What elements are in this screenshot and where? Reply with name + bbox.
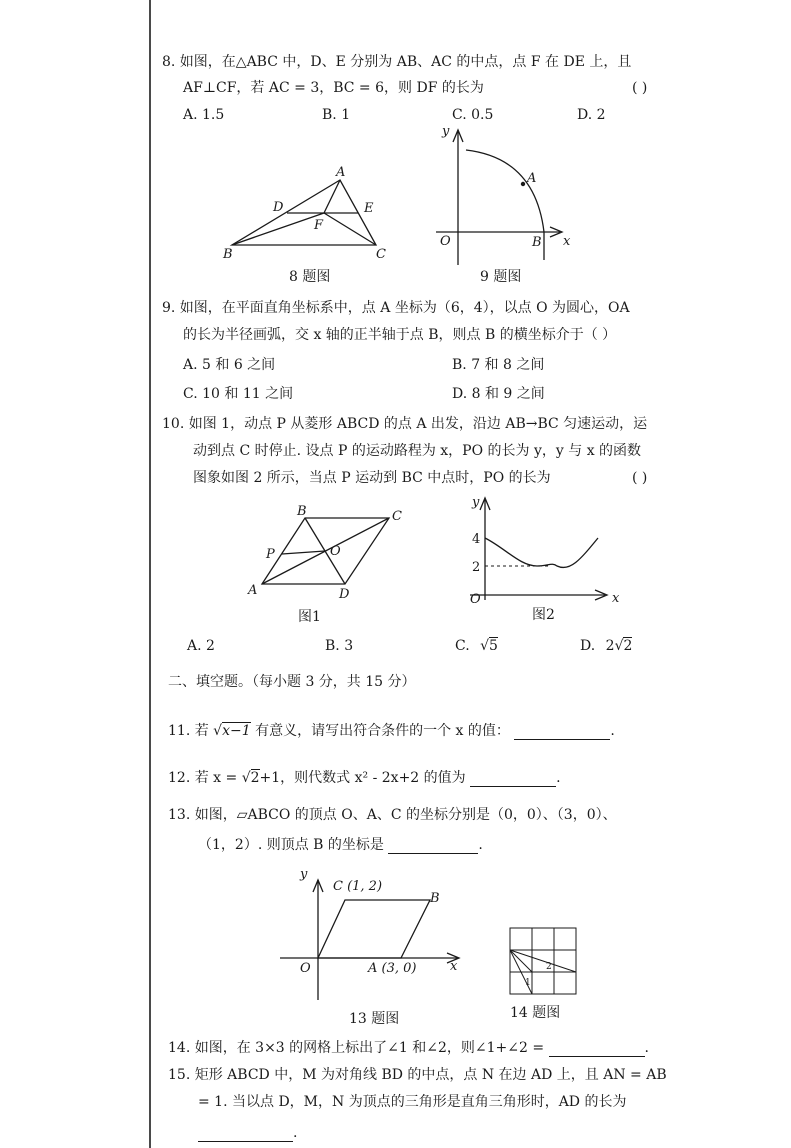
q12-line <box>168 769 561 787</box>
q8-line2: AF⊥CF，若 AC = 3，BC = 6，则 DF 的长为 <box>183 80 484 96</box>
sqrt-icon: √ <box>614 638 624 654</box>
q9-option-a[interactable]: A. 5 和 6 之间 <box>183 357 276 373</box>
q8-option-c[interactable]: C. 0.5 <box>452 107 494 123</box>
q10-option-d-coef: 2 <box>605 638 615 654</box>
q10-option-d-radicand: 2 <box>623 638 633 654</box>
q10-option-d-label: D. <box>580 638 596 654</box>
q9-option-d[interactable]: D. 8 和 9 之间 <box>452 386 545 402</box>
q9-line2: 的长为半径画弧，交 x 轴的正半轴于点 B，则点 B 的横坐标介于（ ） <box>183 327 617 343</box>
section2-heading: 二、填空题。（每小题 3 分，共 15 分） <box>168 674 416 690</box>
sqrt-icon: √ <box>480 638 490 654</box>
q10-fig2-caption: 图2 <box>532 607 555 623</box>
q14-angle2-label: 2 <box>546 962 552 972</box>
q15-line3 <box>198 1124 297 1142</box>
q14-angle1-label: 1 <box>525 978 531 988</box>
q10-fig2-axis-y: y <box>472 495 480 510</box>
q10-line1: 10. 如图 1，动点 P 从菱形 ABCD 的点 A 出发，沿边 AB→BC 匀速运动，运 <box>162 416 648 432</box>
q15-end: . <box>293 1125 298 1141</box>
q14-figure-caption: 14 题图 <box>510 1005 561 1021</box>
q13-figure-caption: 13 题图 <box>349 1011 400 1027</box>
q10-option-a[interactable]: A. 2 <box>187 638 215 654</box>
q10-fig2-axis-x: x <box>612 591 620 606</box>
q8-figure-caption: 8 题图 <box>289 269 331 285</box>
q8-line1: 8. 如图，在△ABC 中，D、E 分别为 AB、AC 的中点，点 F 在 DE 上，且 <box>162 54 632 70</box>
q11-pre: 11. 若 <box>168 723 209 739</box>
q13-line1: 13. 如图，▱ABCO 的顶点 O、A、C 的坐标分别是（0，0）、（3，0）、 <box>168 807 617 823</box>
q13-end: . <box>478 837 483 853</box>
q9-point-b: B <box>532 235 542 250</box>
q13-axis-x-label: x <box>450 959 458 974</box>
q14-line <box>168 1039 649 1057</box>
q8-point-b: B <box>223 247 233 262</box>
q15-answer-blank[interactable] <box>198 1126 293 1142</box>
q12-mid: +1，则代数式 x² - 2x+2 的值为 <box>259 770 466 786</box>
q8-answer-paren: ( ) <box>632 80 648 96</box>
q9-option-b[interactable]: B. 7 和 8 之间 <box>452 357 545 373</box>
q13-point-a-label: A (3, 0) <box>368 961 417 976</box>
q11-post: 有意义，请写出符合条件的一个 x 的值： <box>255 723 510 739</box>
q8-point-e: E <box>364 201 374 216</box>
q8-option-b[interactable]: B. 1 <box>322 107 351 123</box>
q11-radicand: x−1 <box>222 723 251 739</box>
q11-line <box>168 722 615 740</box>
q13-line2-wrap <box>198 836 483 854</box>
q13-line2: （1，2）. 则顶点 B 的坐标是 <box>198 837 384 853</box>
q10-fig2-origin: O <box>470 592 481 607</box>
q8-point-c: C <box>376 247 386 262</box>
q11-answer-blank[interactable] <box>514 724 610 740</box>
q15-line1: 15. 矩形 ABCD 中，M 为对角线 BD 的中点，点 N 在边 AD 上，且 AN = AB <box>168 1067 667 1083</box>
sqrt-icon: √ <box>241 770 251 786</box>
q10-option-c-label: C. <box>455 638 470 654</box>
q10-line3: 图象如图 2 所示，当点 P 运动到 BC 中点时，PO 的长为 <box>193 470 551 486</box>
q13-axis-y-label: y <box>300 867 308 882</box>
q8-point-f: F <box>314 218 324 233</box>
q10-fig1-point-a: A <box>248 583 258 598</box>
q10-answer-paren: ( ) <box>632 470 648 486</box>
q9-point-a: A <box>527 171 537 186</box>
q10-fig1-point-o: O <box>330 544 341 559</box>
q11-end: . <box>610 723 615 739</box>
q10-fig2-tick-4: 4 <box>472 532 481 547</box>
q12-pre: 12. 若 x = <box>168 770 238 786</box>
q13-origin-label: O <box>300 961 311 976</box>
q10-fig1-point-b: B <box>297 504 307 519</box>
q12-end: . <box>556 770 561 786</box>
q8-point-d: D <box>273 200 284 215</box>
q14-end: . <box>644 1040 649 1056</box>
q10-fig1-point-p: P <box>266 547 275 562</box>
q8-option-d[interactable]: D. 2 <box>577 107 606 123</box>
q10-option-c[interactable] <box>455 637 498 655</box>
q9-figure-caption: 9 题图 <box>480 269 522 285</box>
q12-radicand: 2 <box>250 770 260 786</box>
q9-option-c[interactable]: C. 10 和 11 之间 <box>183 386 294 402</box>
q10-fig1-point-c: C <box>392 509 402 524</box>
q10-fig2-tick-2: 2 <box>472 560 481 575</box>
sqrt-icon: √ <box>213 723 223 739</box>
q10-line2: 动到点 C 时停止. 设点 P 的运动路程为 x，PO 的长为 y，y 与 x 的函数 <box>193 443 642 459</box>
q13-point-c-label: C (1, 2) <box>333 879 383 894</box>
q10-fig1-caption: 图1 <box>298 609 321 625</box>
q10-fig1-point-d: D <box>339 587 350 602</box>
q9-line1: 9. 如图，在平面直角坐标系中，点 A 坐标为（6，4），以点 O 为圆心，OA <box>162 300 630 316</box>
q10-option-d[interactable] <box>580 637 632 655</box>
q15-line2: = 1. 当以点 D，M，N 为顶点的三角形是直角三角形时，AD 的长为 <box>198 1094 627 1110</box>
q8-point-a: A <box>336 165 346 180</box>
q9-origin-label: O <box>440 234 451 249</box>
q12-answer-blank[interactable] <box>470 771 556 787</box>
q10-option-c-radicand: 5 <box>489 638 498 654</box>
scan-binding-edge <box>149 0 151 1148</box>
q9-axis-x-label: x <box>563 234 571 249</box>
q14-text: 14. 如图，在 3×3 的网格上标出了∠1 和∠2，则∠1+∠2 = <box>168 1040 545 1056</box>
q14-answer-blank[interactable] <box>549 1041 645 1057</box>
q9-axis-y-label: y <box>442 124 450 139</box>
q8-option-a[interactable]: A. 1.5 <box>183 107 225 123</box>
q13-point-b-label: B <box>430 891 440 906</box>
q10-option-b[interactable]: B. 3 <box>325 638 354 654</box>
q13-answer-blank[interactable] <box>388 838 478 854</box>
